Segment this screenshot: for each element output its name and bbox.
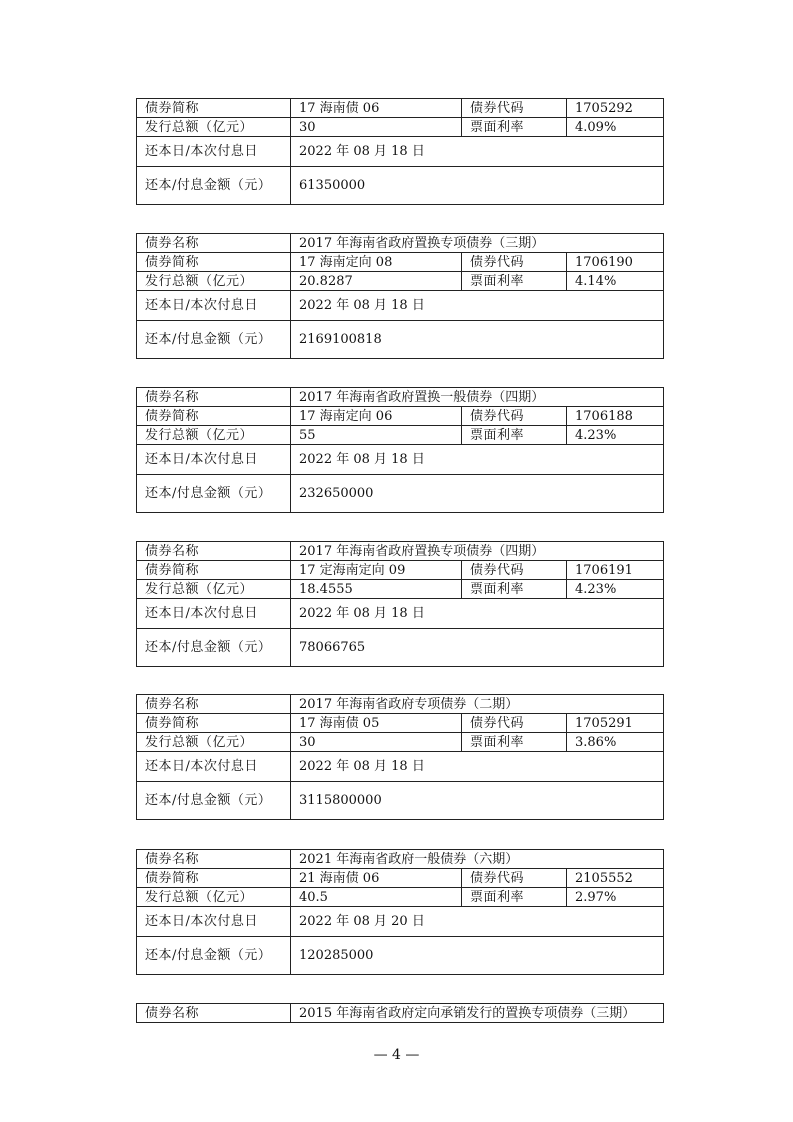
value-name: 2021 年海南省政府一般债券（六期） — [291, 850, 664, 869]
bond-table-5 — [136, 694, 664, 820]
bond-table-4 — [136, 541, 664, 667]
value-date: 2022 年 08 月 18 日 — [291, 137, 664, 167]
value-name: 2017 年海南省政府置换一般债券（四期） — [291, 388, 664, 407]
value-rate: 4.23% — [567, 426, 664, 445]
value-name: 2015 年海南省政府定向承销发行的置换专项债券（三期） — [291, 1004, 664, 1023]
value-amount: 232650000 — [291, 475, 664, 513]
label-total: 发行总额（亿元） — [137, 272, 291, 291]
label-amount: 还本/付息金额（元） — [137, 475, 291, 513]
value-total: 20.8287 — [291, 272, 462, 291]
value-code: 1706191 — [567, 561, 664, 580]
label-date: 还本日/本次付息日 — [137, 291, 291, 321]
label-short: 债券简称 — [137, 253, 291, 272]
value-name: 2017 年海南省政府专项债券（二期） — [291, 695, 664, 714]
label-name: 债券名称 — [137, 234, 291, 253]
label-short: 债券简称 — [137, 869, 291, 888]
bond-table-7 — [136, 1003, 664, 1023]
label-short: 债券简称 — [137, 561, 291, 580]
label-name: 债券名称 — [137, 850, 291, 869]
label-total: 发行总额（亿元） — [137, 118, 291, 137]
label-rate: 票面利率 — [462, 118, 567, 137]
label-name: 债券名称 — [137, 695, 291, 714]
value-name: 2017 年海南省政府置换专项债券（三期） — [291, 234, 664, 253]
label-date: 还本日/本次付息日 — [137, 599, 291, 629]
value-amount: 3115800000 — [291, 782, 664, 820]
label-total: 发行总额（亿元） — [137, 426, 291, 445]
value-amount: 61350000 — [291, 167, 664, 205]
label-code: 债券代码 — [462, 99, 567, 118]
value-code: 1706188 — [567, 407, 664, 426]
value-short: 17 定海南定向 09 — [291, 561, 462, 580]
value-rate: 4.14% — [567, 272, 664, 291]
label-amount: 还本/付息金额（元） — [137, 937, 291, 975]
value-date: 2022 年 08 月 18 日 — [291, 599, 664, 629]
value-date: 2022 年 08 月 18 日 — [291, 752, 664, 782]
label-rate: 票面利率 — [462, 580, 567, 599]
label-code: 债券代码 — [462, 407, 567, 426]
value-amount: 78066765 — [291, 629, 664, 667]
page-number: — 4 — — [373, 1047, 420, 1063]
value-code: 1706190 — [567, 253, 664, 272]
value-short: 17 海南定向 08 — [291, 253, 462, 272]
value-short: 17 海南债 06 — [291, 99, 462, 118]
label-short: 债券简称 — [137, 714, 291, 733]
label-date: 还本日/本次付息日 — [137, 445, 291, 475]
label-date: 还本日/本次付息日 — [137, 137, 291, 167]
value-code: 1705291 — [567, 714, 664, 733]
value-short: 17 海南债 05 — [291, 714, 462, 733]
value-total: 30 — [291, 733, 462, 752]
label-code: 债券代码 — [462, 561, 567, 580]
value-rate: 3.86% — [567, 733, 664, 752]
value-rate: 4.09% — [567, 118, 664, 137]
value-date: 2022 年 08 月 18 日 — [291, 291, 664, 321]
label-amount: 还本/付息金额（元） — [137, 782, 291, 820]
label-amount: 还本/付息金额（元） — [137, 321, 291, 359]
value-date: 2022 年 08 月 20 日 — [291, 907, 664, 937]
label-rate: 票面利率 — [462, 272, 567, 291]
value-total: 18.4555 — [291, 580, 462, 599]
value-total: 30 — [291, 118, 462, 137]
label-date: 还本日/本次付息日 — [137, 907, 291, 937]
value-total: 55 — [291, 426, 462, 445]
value-short: 17 海南定向 06 — [291, 407, 462, 426]
bond-table-1 — [136, 98, 664, 205]
label-rate: 票面利率 — [462, 426, 567, 445]
label-total: 发行总额（亿元） — [137, 888, 291, 907]
label-amount: 还本/付息金额（元） — [137, 629, 291, 667]
bond-table-3 — [136, 387, 664, 513]
label-rate: 票面利率 — [462, 888, 567, 907]
value-name: 2017 年海南省政府置换专项债券（四期） — [291, 542, 664, 561]
label-total: 发行总额（亿元） — [137, 580, 291, 599]
value-date: 2022 年 08 月 18 日 — [291, 445, 664, 475]
value-total: 40.5 — [291, 888, 462, 907]
label-short: 债券简称 — [137, 407, 291, 426]
value-rate: 2.97% — [567, 888, 664, 907]
label-name: 债券名称 — [137, 388, 291, 407]
value-amount: 2169100818 — [291, 321, 664, 359]
value-code: 1705292 — [567, 99, 664, 118]
value-short: 21 海南债 06 — [291, 869, 462, 888]
label-short: 债券简称 — [137, 99, 291, 118]
label-date: 还本日/本次付息日 — [137, 752, 291, 782]
label-total: 发行总额（亿元） — [137, 733, 291, 752]
label-rate: 票面利率 — [462, 733, 567, 752]
label-code: 债券代码 — [462, 869, 567, 888]
value-rate: 4.23% — [567, 580, 664, 599]
label-code: 债券代码 — [462, 253, 567, 272]
label-name: 债券名称 — [137, 1004, 291, 1023]
bond-table-2 — [136, 233, 664, 359]
label-amount: 还本/付息金额（元） — [137, 167, 291, 205]
label-code: 债券代码 — [462, 714, 567, 733]
label-name: 债券名称 — [137, 542, 291, 561]
bond-table-6 — [136, 849, 664, 975]
value-amount: 120285000 — [291, 937, 664, 975]
value-code: 2105552 — [567, 869, 664, 888]
